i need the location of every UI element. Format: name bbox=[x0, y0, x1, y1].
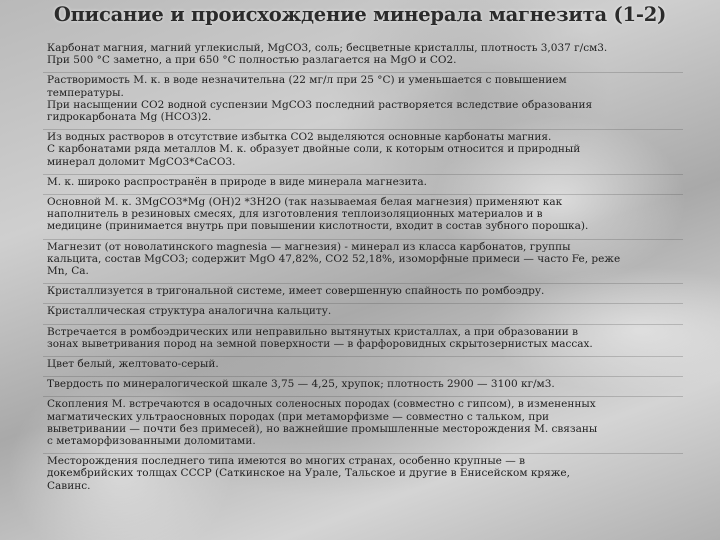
divider bbox=[43, 303, 683, 304]
text-line: Растворимость М. к. в воде незначительна (22 мг/л при 25 °С) и уменьшается с повышением bbox=[47, 74, 567, 87]
text-line: Кристаллическая структура аналогична кальциту. bbox=[47, 305, 332, 318]
text-line: докембрийских толщах СССР (Саткинское на Урале, Тальское и другие в Енисейском кряже, bbox=[47, 467, 570, 480]
text-line: Кристаллизуется в тригональной системе, имеет совершенную спайность по ромбоэдру. bbox=[47, 285, 545, 298]
text-line: Магнезит (от новолатинского magnesia — магнезия) - минерал из класса карбонатов, группы bbox=[47, 240, 571, 253]
text-line: зонах выветривания пород на земной поверхности — в фарфоровидных скрытозернистых массах. bbox=[47, 337, 593, 350]
divider bbox=[43, 174, 683, 175]
text-line: кальцита, состав MgCO3; содержит MgO 47,82%, CO2 52,18%, изоморфные примеси — часто Fe, реже bbox=[47, 252, 621, 265]
paragraph bbox=[47, 42, 707, 66]
divider bbox=[43, 453, 683, 454]
divider bbox=[43, 239, 683, 240]
text-line: При 500 °С заметно, а при 650 °С полностью разлагается на MgO и CO2. bbox=[47, 54, 457, 67]
paragraph bbox=[47, 398, 707, 447]
paragraph bbox=[47, 176, 707, 188]
divider bbox=[43, 129, 683, 130]
text-line: Из водных растворов в отсутствие избытка CO2 выделяются основные карбонаты магния. bbox=[47, 131, 552, 144]
paragraph bbox=[47, 326, 707, 350]
text-line: медицине (принимается внутрь при повышении кислотности, входит в состав зубного порошка). bbox=[47, 220, 589, 233]
text-line: Встречается в ромбоэдрических или неправильно вытянутых кристаллах, а при образовании в bbox=[47, 325, 579, 338]
text-line: М. к. широко распространён в природе в виде минерала магнезита. bbox=[47, 175, 427, 188]
divider bbox=[43, 72, 683, 73]
text-line: Основной М. к. 3MgCO3*Mg (OH)2 *3H2O (так называемая белая магнезия) применяют как bbox=[47, 196, 563, 209]
text-line: магматических ультраосновных породах (при метаморфизме — совместно с тальком, при bbox=[47, 410, 550, 423]
text-line: Mn, Ca. bbox=[47, 265, 89, 278]
text-line: При насыщении CO2 водной суспензии MgCO3 последний растворяется вследствие образования bbox=[47, 98, 593, 111]
paragraph bbox=[47, 74, 707, 123]
divider bbox=[43, 324, 683, 325]
divider bbox=[43, 356, 683, 357]
text-line: гидрокарбоната Mg (HCO3)2. bbox=[47, 111, 212, 124]
text-line: наполнитель в резиновых смесях, для изготовления теплоизоляционных материалов и в bbox=[47, 208, 543, 221]
slide-body bbox=[47, 42, 707, 500]
text-line: Савинс. bbox=[47, 479, 91, 492]
divider bbox=[43, 376, 683, 377]
text-line: Скопления М. встречаются в осадочных соленосных породах (совместно с гипсом), в измененных bbox=[47, 398, 596, 411]
text-line: С карбонатами ряда металлов М. к. образует двойные соли, к которым относится и природный bbox=[47, 143, 581, 156]
paragraph bbox=[47, 358, 707, 370]
paragraph bbox=[47, 305, 707, 317]
text-line: Цвет белый, желтовато-серый. bbox=[47, 358, 219, 371]
paragraph bbox=[47, 131, 707, 168]
divider bbox=[43, 194, 683, 195]
paragraph bbox=[47, 455, 707, 492]
paragraph bbox=[47, 241, 707, 278]
divider bbox=[43, 396, 683, 397]
text-line: выветривании — почти без примесей), но важнейшие промышленные месторождения М. связаны bbox=[47, 422, 598, 435]
divider bbox=[43, 283, 683, 284]
text-line: температуры. bbox=[47, 86, 124, 99]
text-line: Карбонат магния, магний углекислый, MgCO3, соль; бесцветные кристаллы, плотность 3,037 г/см3. bbox=[47, 42, 608, 54]
text-line: Месторождения последнего типа имеются во многих странах, особенно крупные — в bbox=[47, 455, 525, 468]
paragraph bbox=[47, 196, 707, 233]
text-line: Твердость по минералогической шкале 3,75 — 4,25, хрупок; плотность 2900 — 3100 кг/м3. bbox=[47, 378, 555, 391]
text-line: с метаморфизованными доломитами. bbox=[47, 435, 256, 448]
text-line: минерал доломит MgCO3*CaCO3. bbox=[47, 155, 236, 168]
slide-title: Описание и происхождение минерала магнезита (1-2) bbox=[53, 3, 667, 26]
paragraph bbox=[47, 378, 707, 390]
paragraph bbox=[47, 285, 707, 297]
